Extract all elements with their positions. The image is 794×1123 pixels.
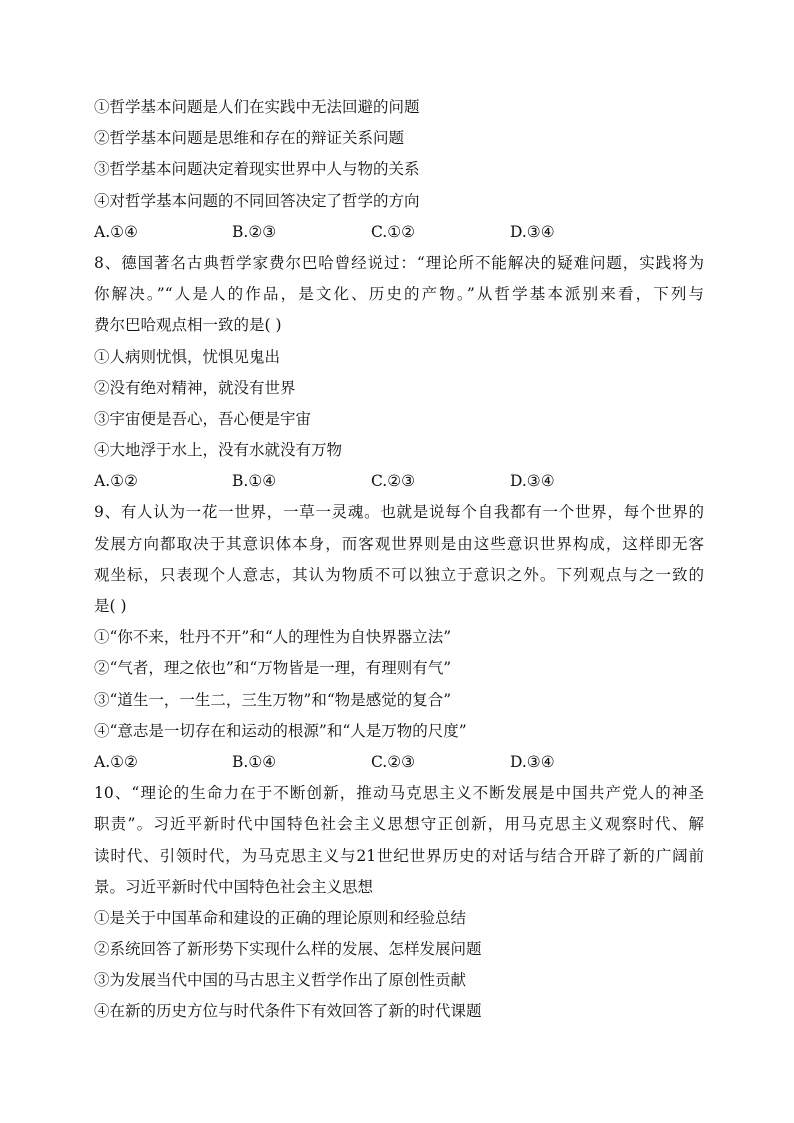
q9-item-4: ④“意志是一切存在和运动的根源”和“人是万物的尺度” [94,721,467,740]
q8-option-c: C.②③ [371,472,416,491]
q9-option-b: B.①④ [232,752,277,771]
q10-item-2: ②系统回答了新形势下实现什么样的发展、怎样发展问题 [94,940,482,959]
q8-item-4: ④大地浮于水上，没有水就没有万物 [94,441,343,460]
q8-stem-line-1: 8、德国著名古典哲学家费尔巴哈曾经说过：“理论所不能解决的疑难问题，实践将为 [94,253,704,272]
q8-item-3: ③宇宙便是吾心，吾心便是宇宙 [94,409,312,428]
q9-item-2: ②“气者，理之依也”和“万物皆是一理，有理则有气” [94,659,452,678]
q7-option-c: C.①② [371,222,416,241]
q8-options [94,466,704,497]
q9-stem-line-1: 9、有人认为一花一世界，一草一灵魂。也就是说每个自我都有一个世界，每个世界的 [94,503,704,522]
q7-item-3: ③哲学基本问题决定着现实世界中人与物的关系 [94,160,420,179]
q7-option-a: A.①④ [94,222,138,241]
q7-option-d: D.③④ [510,222,555,241]
q8-stem-line-3: 费尔巴哈观点相一致的是( ) [94,316,282,335]
q7-options [94,217,704,248]
question-10 [94,778,704,1028]
question-9 [94,497,704,778]
exam-page [94,92,704,1028]
q10-item-4: ④在新的历史方位与时代条件下有效回答了新的时代课题 [94,1002,482,1021]
q8-item-1: ①人病则忧惧，忧惧见鬼出 [94,347,281,366]
q8-stem-line-2: 你解决。”“人是人的作品，是文化、历史的产物。”从哲学基本派别来看，下列与 [94,285,704,304]
q7-item-2: ②哲学基本问题是思维和存在的辩证关系问题 [94,129,405,148]
q8-option-d: D.③④ [510,472,555,491]
q9-item-3: ③“道生一，一生二，三生万物”和“物是感觉的复合” [94,690,452,709]
q8-item-2: ②没有绝对精神，就没有世界 [94,378,296,397]
question-7 [94,92,704,248]
q10-stem-line-2: 职责”。习近平新时代中国特色社会主义思想守正创新，用马克思主义观察时代、解 [94,815,704,834]
q9-options [94,747,704,778]
q7-item-4: ④对哲学基本问题的不同回答决定了哲学的方向 [94,191,420,210]
q10-item-3: ③为发展当代中国的马古思主义哲学作出了原创性贡献 [94,971,467,990]
q10-stem-line-1: 10、“理论的生命力在于不断创新，推动马克思主义不断发展是中国共产党人的神圣 [94,784,704,803]
q7-option-b: B.②③ [232,222,277,241]
q9-item-1: ①“你不来，牡丹不开”和“人的理性为自快界器立法” [94,628,452,647]
q10-item-1: ①是关于中国革命和建设的正确的理论原则和经验总结 [94,908,467,927]
q10-stem-line-4: 景。习近平新时代中国特色社会主义思想 [94,877,374,896]
q9-stem-line-4: 是( ) [94,597,127,615]
q8-option-b: B.①④ [232,472,277,491]
q8-option-a: A.①② [94,472,138,491]
q9-option-c: C.②③ [371,752,416,771]
q9-option-d: D.③④ [510,752,555,771]
q9-stem-line-3: 观坐标，只表现个人意志，其认为物质不可以独立于意识之外。下列观点与之一致的 [94,565,704,584]
question-8 [94,248,704,498]
q10-stem-line-3: 读时代、引领时代，为马克思主义与21世纪世界历史的对话与结合开辟了新的广阔前 [94,846,704,865]
q9-stem-line-2: 发展方向都取决于其意识体本身，而客观世界则是由这些意识世界构成，这样即无客 [94,534,704,553]
q9-option-a: A.①② [94,752,138,771]
q7-item-1: ①哲学基本问题是人们在实践中无法回避的问题 [94,98,420,116]
